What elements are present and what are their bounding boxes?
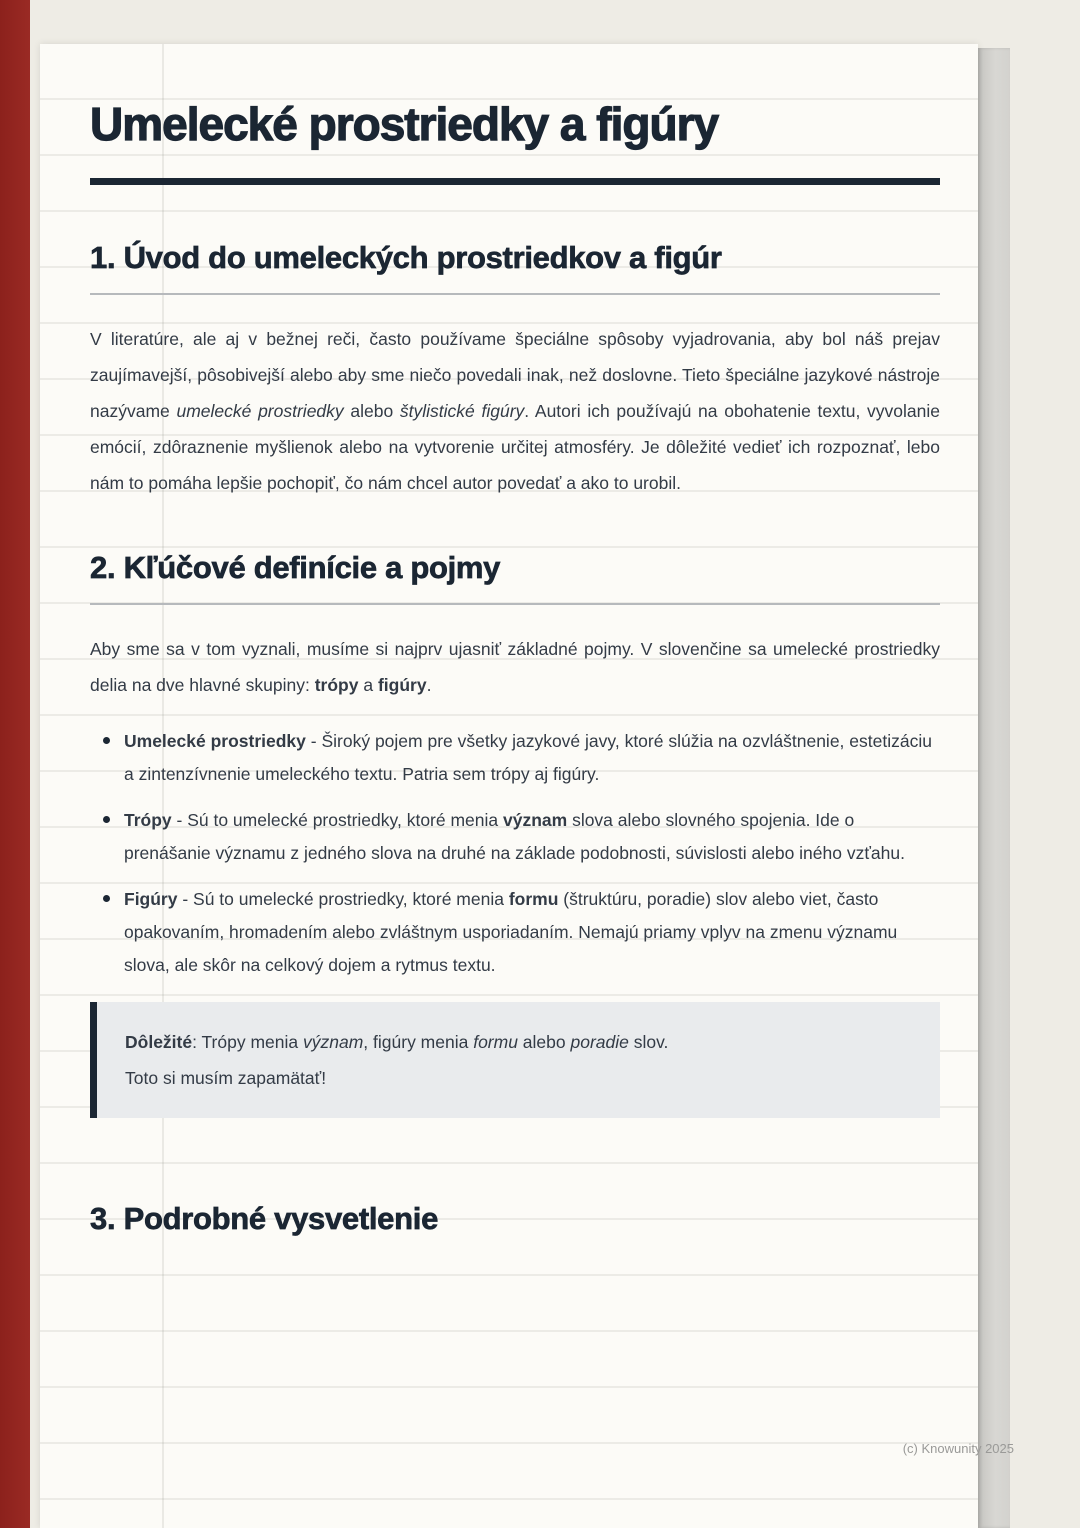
list-item-umelecke-prostriedky — [90, 725, 940, 791]
section-2-divider — [90, 603, 940, 605]
text-segment: Umelecké prostriedky — [124, 731, 306, 751]
text-segment: . — [426, 675, 432, 695]
text-segment: slova alebo slovného spojenia. Ide o prenášanie významu z jedného slova na druhé na základe podobnosti, súvislosti alebo iného vzťahu. — [124, 810, 905, 863]
text-segment: figúry — [377, 675, 427, 695]
text-segment: V literatúre, ale aj v bežnej reči, často používame špeciálne spôsoby vyjadrovania, aby bol náš prejav zaujímavejší, pôsobivejší alebo aby sme niečo povedali inak, než doslovne. Tieto špeciálne jazykové nástroje nazývame — [90, 329, 940, 421]
document-page — [40, 44, 978, 1528]
text-segment: Figúry — [124, 889, 178, 909]
list-item-figury — [90, 883, 940, 982]
section-1-paragraph — [90, 321, 940, 501]
notebook-page-edge — [978, 48, 1010, 1528]
document-content — [40, 44, 978, 1241]
text-segment: alebo — [517, 1032, 571, 1052]
bullet-icon — [103, 816, 110, 823]
text-segment: poradie — [570, 1032, 629, 1052]
text-segment: význam — [303, 1032, 364, 1052]
list-item-text — [124, 889, 897, 975]
text-segment: štylistické figúry — [399, 401, 525, 421]
list-item-text — [124, 810, 905, 863]
section-3-heading: 3. Podrobné vysvetlenie — [90, 1201, 439, 1236]
definitions-list — [90, 725, 940, 982]
bullet-icon — [103, 737, 110, 744]
text-segment: Aby sme sa v tom vyznali, musíme si najprv ujasniť základné pojmy. V slovenčine sa umelecké prostriedky delia na dve hlavné skupiny: — [90, 639, 940, 695]
watermark: (c) Knowunity 2025 — [902, 1441, 1014, 1456]
page-title: Umelecké prostriedky a figúry — [90, 98, 719, 150]
text-segment: alebo — [343, 401, 400, 421]
text-segment: slov. — [628, 1032, 669, 1052]
title-divider — [90, 178, 940, 185]
text-segment: - Sú to umelecké prostriedky, ktoré menia — [171, 810, 503, 830]
section-1-divider — [90, 293, 940, 295]
text-segment: formu — [473, 1032, 518, 1052]
text-segment: Trópy — [124, 810, 172, 830]
text-segment: (štruktúru, poradie) slov alebo viet, často opakovaním, hromadením alebo zvláštnym usporiadaním. Nemajú priamy vplyv na zmenu významu slova, ale skôr na celkový dojem a rytmus textu. — [124, 889, 898, 975]
text-segment: trópy — [314, 675, 359, 695]
important-callout — [90, 1002, 940, 1118]
section-2-heading: 2. Kľúčové definície a pojmy — [90, 550, 501, 585]
bullet-icon — [103, 895, 110, 902]
notebook-cover-edge — [0, 0, 30, 1528]
text-segment: - Sú to umelecké prostriedky, ktoré menia — [177, 889, 509, 909]
text-segment: a — [358, 675, 378, 695]
text-segment: formu — [508, 889, 559, 909]
section-2-paragraph — [90, 631, 940, 703]
list-item-text — [124, 731, 932, 784]
text-segment: - Široký pojem pre všetky jazykové javy, ktoré slúžia na ozvláštnenie, estetizáciu a zintenzívnenie umeleckého textu. Patria sem trópy aj figúry. — [124, 731, 932, 784]
list-item-tropy — [90, 804, 940, 870]
text-segment: . Autori ich používajú na obohatenie textu, vyvolanie emócií, zdôraznenie myšlienok alebo na vytvorenie určitej atmosféry. Je dôležité vedieť ich rozpoznať, lebo nám to pomáha lepšie pochopiť, čo nám chcel autor povedať a ako to urobil. — [90, 401, 940, 493]
text-segment: umelecké prostriedky — [176, 401, 344, 421]
callout-text — [125, 1024, 912, 1096]
text-segment: Toto si musím zapamätať! — [125, 1068, 327, 1088]
text-segment: : Trópy menia — [192, 1032, 303, 1052]
text-segment: význam — [503, 810, 568, 830]
section-1-heading: 1. Úvod do umeleckých prostriedkov a figúr — [90, 240, 722, 275]
text-segment: , figúry menia — [363, 1032, 474, 1052]
text-segment: Dôležité — [125, 1032, 193, 1052]
